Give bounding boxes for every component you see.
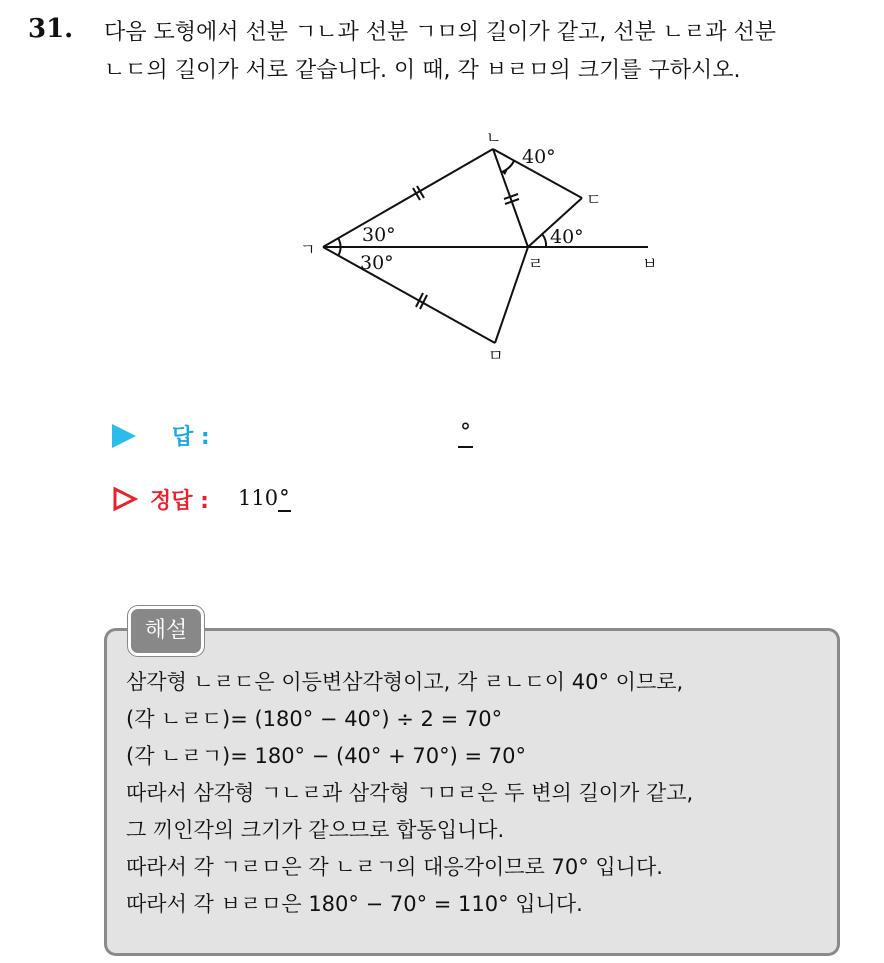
question-line-1: 다음 도형에서 선분 ㄱㄴ과 선분 ㄱㅁ의 길이가 같고, 선분 ㄴㄹ과 선분 bbox=[104, 20, 776, 45]
solution-tag: 해설 bbox=[128, 606, 204, 656]
outline-arrow-icon bbox=[112, 486, 138, 512]
geometry-figure bbox=[290, 125, 690, 370]
solution-line: 삼각형 ㄴㄹㄷ은 이등변삼각형이고, 각 ㄹㄴㄷ이 40° 이므로, bbox=[126, 670, 684, 694]
angle-label-bottom-30: 30° bbox=[360, 252, 394, 274]
geometry-svg bbox=[290, 125, 690, 370]
vertex-label-g: ㄱ bbox=[300, 240, 316, 259]
correct-answer-unit: ° bbox=[279, 486, 290, 510]
angle-label-r-40: 40° bbox=[550, 226, 584, 248]
solution-line: (각 ㄴㄹㄱ)= 180° − (40° + 70°) = 70° bbox=[126, 744, 526, 768]
segment-g-n bbox=[323, 149, 493, 247]
vertex-label-b: ㅂ bbox=[642, 254, 658, 273]
answer-label: 답 : bbox=[172, 425, 210, 450]
vertex-label-d: ㄷ bbox=[586, 190, 602, 209]
question-line-2: ㄴㄷ의 길이가 서로 같습니다. 이 때, 각 ㅂㄹㅁ의 크기를 구하시오. bbox=[104, 58, 741, 83]
solution-line: 따라서 각 ㄱㄹㅁ은 각 ㄴㄹㄱ의 대응각이므로 70° 입니다. bbox=[126, 855, 663, 879]
vertex-label-n: ㄴ bbox=[486, 128, 502, 147]
arc-angle-r bbox=[542, 234, 546, 247]
solution-line: 그 끼인각의 크기가 같으므로 합동입니다. bbox=[126, 818, 505, 842]
question-text bbox=[104, 14, 864, 90]
angle-label-top-30: 30° bbox=[362, 224, 396, 246]
answer-blank[interactable]: ° bbox=[458, 420, 473, 448]
question-number: 31. bbox=[28, 14, 74, 44]
correct-answer-label: 정답 : bbox=[150, 489, 209, 514]
correct-answer-number: 110 bbox=[238, 486, 279, 510]
segment-g-m bbox=[323, 247, 495, 343]
arc-angle-n bbox=[502, 161, 514, 172]
solution-line: 따라서 삼각형 ㄱㄴㄹ과 삼각형 ㄱㅁㄹ은 두 변의 길이가 같고, bbox=[126, 781, 694, 805]
angle-label-n-40: 40° bbox=[522, 146, 556, 168]
correct-answer-row bbox=[112, 484, 532, 518]
vertex-label-r: ㄹ bbox=[528, 254, 544, 273]
vertex-label-m: ㅁ bbox=[488, 346, 504, 365]
correct-answer-value bbox=[238, 486, 291, 510]
solution-line: 따라서 각 ㅂㄹㅁ은 180° − 70° = 110° 입니다. bbox=[126, 892, 583, 916]
solution-text bbox=[126, 664, 826, 923]
segment-r-m bbox=[495, 247, 528, 343]
answer-row bbox=[112, 420, 532, 454]
solution-line: (각 ㄴㄹㄷ)= (180° − 40°) ÷ 2 = 70° bbox=[126, 707, 503, 731]
play-arrow-icon bbox=[112, 424, 136, 448]
